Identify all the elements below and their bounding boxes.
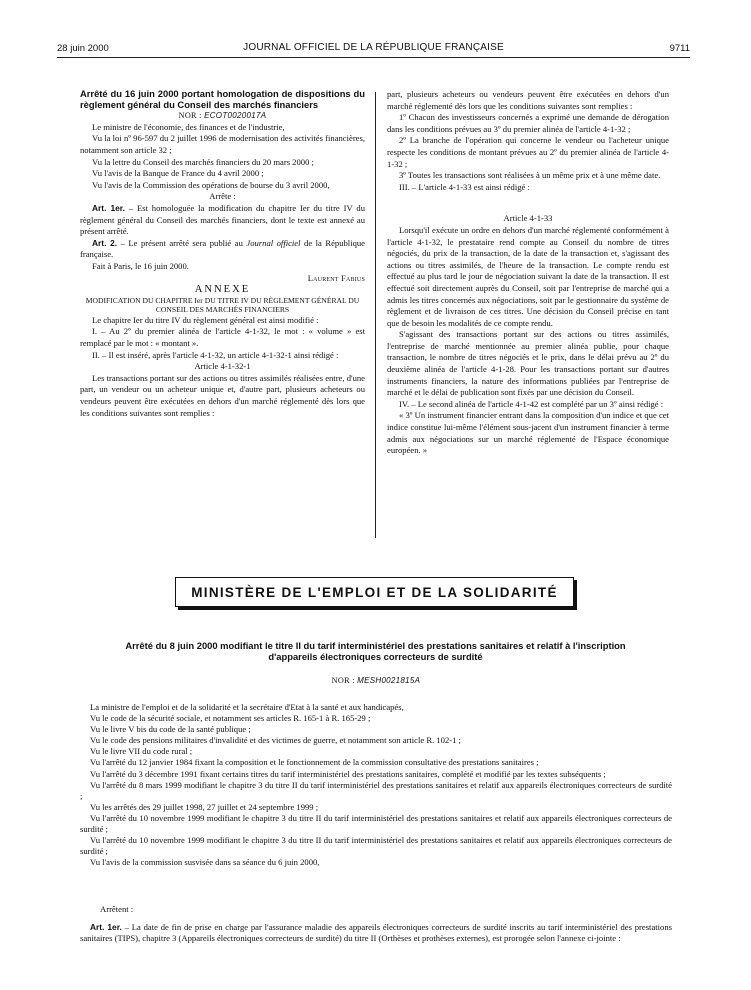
decree1-title: Arrêté du 16 juin 2000 portant homologation de dispositions du règlement général du Conseil des marchés financiers: [80, 88, 365, 110]
visa-line: Vu l'avis de la Commission des opérations de bourse du 3 avril 2000,: [92, 179, 330, 190]
visa-line: Vu l'arrêté du 10 novembre 1999 modifiant le chapitre 3 du titre II du tarif interministériel des prestations sanitaires et relatif aux appareils électroniques correcteurs de surdité ;: [80, 835, 672, 857]
condition-item: 2º La branche de l'opération qui concerne le vendeur ou l'acheteur unique respecte les conditions de montant prévues au 2º du premier alinéa de l'article 4-1-32 ;: [387, 135, 669, 169]
condition-item: 1º Chacun des investisseurs concernés a exprimé une demande de dérogation dans les conditions prévues au 3º du premier alinéa de l'article 4-1-32 ;: [387, 112, 669, 134]
article-4-1-32-1-text: Les transactions portant sur des actions ou titres assimilés réalisées entre, d'une part, un vendeur ou un acheteur unique et, d'autre part, plusieurs acheteurs ou vendeurs peuvent être exécutées en dehors d'un marché réglementé dès lors que les conditions suivantes sont remplies :: [80, 372, 365, 418]
article-1-text: – Est homologuée la modification du chapitre Ier du titre IV du règlement général du Conseil des marchés financiers, dont le texte est annexé au présent arrêté.: [80, 202, 365, 237]
article-2-text-end: de la République française.: [80, 237, 365, 260]
visa-line: Vu le code des pensions militaires d'invalidité et des victimes de guerre, et notamment son article R. 102-1 ;: [90, 735, 461, 746]
decree2-visas: [80, 702, 672, 868]
article-2-text: – Le présent arrêté sera publié au: [117, 237, 247, 248]
decree2-article-1: [80, 922, 672, 944]
decree1-nor: [80, 110, 365, 122]
article-4-1-33-para-1: Lorsqu'il exécute un ordre en dehors d'un marché réglementé conformément à l'article 4-1-32, le prestataire rend compte au Conseil du nombre de titres négociés, du prix de la transaction, de la date de la transaction et, s'agissant des actions ou titres assimilés, de l'heure de la transaction. Le compte rendu est effectué au plus tard le jour de négociation suivant la date de la transaction. Il est effectué soit directement auprès du Conseil, soit par l'entreprise de marché qui a admis les titres concernés aux négociations, soit par le gestionnaire du système de règlement et de livraison de ces titres. Une décision du Conseil précise en tant que de besoin les modalités de ce compte rendu.: [387, 224, 669, 328]
visa-line: Vu l'arrêté du 8 mars 1999 modifiant le chapitre 3 du titre II du tarif interministériel des prestations sanitaires et relatif aux appareils électroniques correcteurs de surdité ;: [80, 779, 672, 801]
visa-line: Vu l'avis de la commission susvisée dans sa séance du 6 juin 2000,: [90, 857, 320, 868]
condition-item: 3º Toutes les transactions sont réalisées à un même prix et à une même date.: [399, 170, 661, 181]
point-3: III. – L'article 4-1-33 est ainsi rédigé :: [399, 181, 530, 192]
nor-code: MESH0021815A: [357, 676, 421, 685]
page-number: 9711: [669, 43, 690, 54]
left-column: [80, 88, 365, 418]
visa-line: Vu l'arrêté du 10 novembre 1999 modifiant le chapitre 3 du titre II du tarif interministériel des prestations sanitaires et relatif aux appareils électroniques correcteurs de surdité ;: [80, 812, 672, 835]
point-4: IV. – Le second alinéa de l'article 4-1-42 est complété par un 3º ainsi rédigé :: [399, 398, 664, 409]
visa-line: Vu l'arrêté du 12 janvier 1984 fixant la composition et le fonctionnement de la commission consultative des prestations sanitaires ;: [90, 757, 539, 768]
visa-line: Vu les arrêtés des 29 juillet 1998, 27 juillet et 24 septembre 1999 ;: [90, 801, 319, 812]
right-column: [387, 89, 669, 457]
issue-date: 28 juin 2000: [57, 43, 109, 54]
column-divider: [375, 92, 376, 538]
visa-line: La ministre de l'emploi et de la solidarité et la secrétaire d'Etat à la santé et aux handicapés,: [90, 702, 404, 712]
annexe-subtitle: MODIFICATION DU CHAPITRE Ier DU TITRE IV DU RÈGLEMENT GÉNÉRAL DU CONSEIL DES MARCHÉS FINANCIERS: [85, 295, 360, 315]
article-4-1-33-para-2: S'agissant des transactions portant sur des actions ou titres assimilés, l'entreprise de marché mentionnée au premier alinéa publie, pour chaque transaction, le nombre de titres négociés et le prix, dans le délai prévu au 2º du deuxième alinéa de l'article 4-1-28. Pour les transactions portant sur d'autres instruments financiers, la nature des informations publiées par l'entreprise de marché et le délai de publication sont fixés par une décision du Conseil.: [387, 329, 669, 398]
arretent-label: Arrêtent :: [100, 904, 134, 914]
nor-code: ECOT0020017A: [204, 111, 267, 121]
journal-title: JOURNAL OFFICIEL DE LA RÉPUBLIQUE FRANÇAISE: [243, 42, 504, 53]
nor-label: NOR :: [178, 111, 205, 121]
article-4-1-32-1-continued: part, plusieurs acheteurs ou vendeurs peuvent être exécutées en dehors d'un marché réglementé dès lors que les conditions suivantes sont remplies :: [387, 89, 669, 111]
article-1-text: – La date de fin de prise en charge par l'assurance maladie des appareils électroniques correcteurs de surdité inscrits au tarif interministériel des prestations sanitaires (TIPS), chapitre 3 (Appareils électroniques correcteurs de surdité) du titre II (Orthèses et prothèses externes), est prorogée selon l'annexe ci-jointe :: [80, 922, 672, 944]
chapter-intro: Le chapitre Ier du titre IV du règlement général est ainsi modifié :: [92, 314, 319, 325]
article-1: [80, 922, 672, 944]
article-1-label: Art. 1er.: [90, 922, 122, 932]
article-4-1-33-heading: Article 4-1-33: [503, 213, 553, 224]
article-2: [80, 238, 365, 261]
done-at: Fait à Paris, le 16 juin 2000.: [92, 260, 189, 271]
point-4-quote: « 3º Un instrument financier entrant dans la composition d'un indice et que cet indice constitue lui-même l'élément sous-jacent d'un instrument financier à terme admis aux négociations sur un marché réglementé de l'Espace économique européen. »: [387, 410, 669, 456]
decree2-title: Arrêté du 8 juin 2000 modifiant le titre II du tarif interministériel des prestations sanitaires et relatif à l'inscription d'appareils électroniques correcteurs de surdité: [125, 640, 626, 662]
article-1: [80, 203, 365, 238]
header-rule: [57, 57, 690, 58]
ministry-banner: MINISTÈRE DE L'EMPLOI ET DE LA SOLIDARITÉ: [175, 577, 574, 607]
visa-line: Vu le code de la sécurité sociale, et notamment ses articles R. 165-1 à R. 165-29 ;: [90, 713, 371, 724]
article-2-italic: Journal officiel: [246, 237, 301, 248]
visa-line: Vu le livre VII du code rural ;: [90, 746, 193, 757]
signature: Laurent Fabius: [307, 272, 365, 283]
decree2-nor: [80, 676, 672, 685]
visa-line: Vu la loi nº 96-597 du 2 juillet 1996 de modernisation des activités financières, notamment son article 32 ;: [80, 133, 365, 155]
article-4-1-32-1-heading: Article 4-1-32-1: [194, 361, 251, 372]
nor-label: NOR :: [331, 676, 358, 685]
visa-line: Vu la lettre du Conseil des marchés financiers du 20 mars 2000 ;: [92, 156, 314, 167]
running-head: [57, 41, 690, 55]
article-1-label: Art. 1er.: [92, 202, 125, 213]
visa-line: Vu le livre V bis du code de la santé publique ;: [90, 724, 251, 735]
decree1-intro: Le ministre de l'économie, des finances et de l'industrie,: [92, 121, 285, 132]
visa-line: Vu l'arrêté du 3 décembre 1991 fixant certains titres du tarif interministériel des prestations sanitaires, complété et modifié par les textes subséquents ;: [90, 768, 606, 779]
point-2: II. – Il est inséré, après l'article 4-1-32, un article 4-1-32-1 ainsi rédigé :: [92, 349, 339, 360]
point-1: I. – Au 2º du premier alinéa de l'article 4-1-32, le mot : « volume » est remplacé par le mot : « montant ».: [80, 326, 365, 349]
visa-line: Vu l'avis de la Banque de France du 4 avril 2000 ;: [92, 168, 264, 179]
arrete-label: Arrête :: [209, 191, 236, 202]
article-2-label: Art. 2.: [92, 237, 118, 248]
annexe-heading: ANNEXE: [194, 284, 251, 296]
